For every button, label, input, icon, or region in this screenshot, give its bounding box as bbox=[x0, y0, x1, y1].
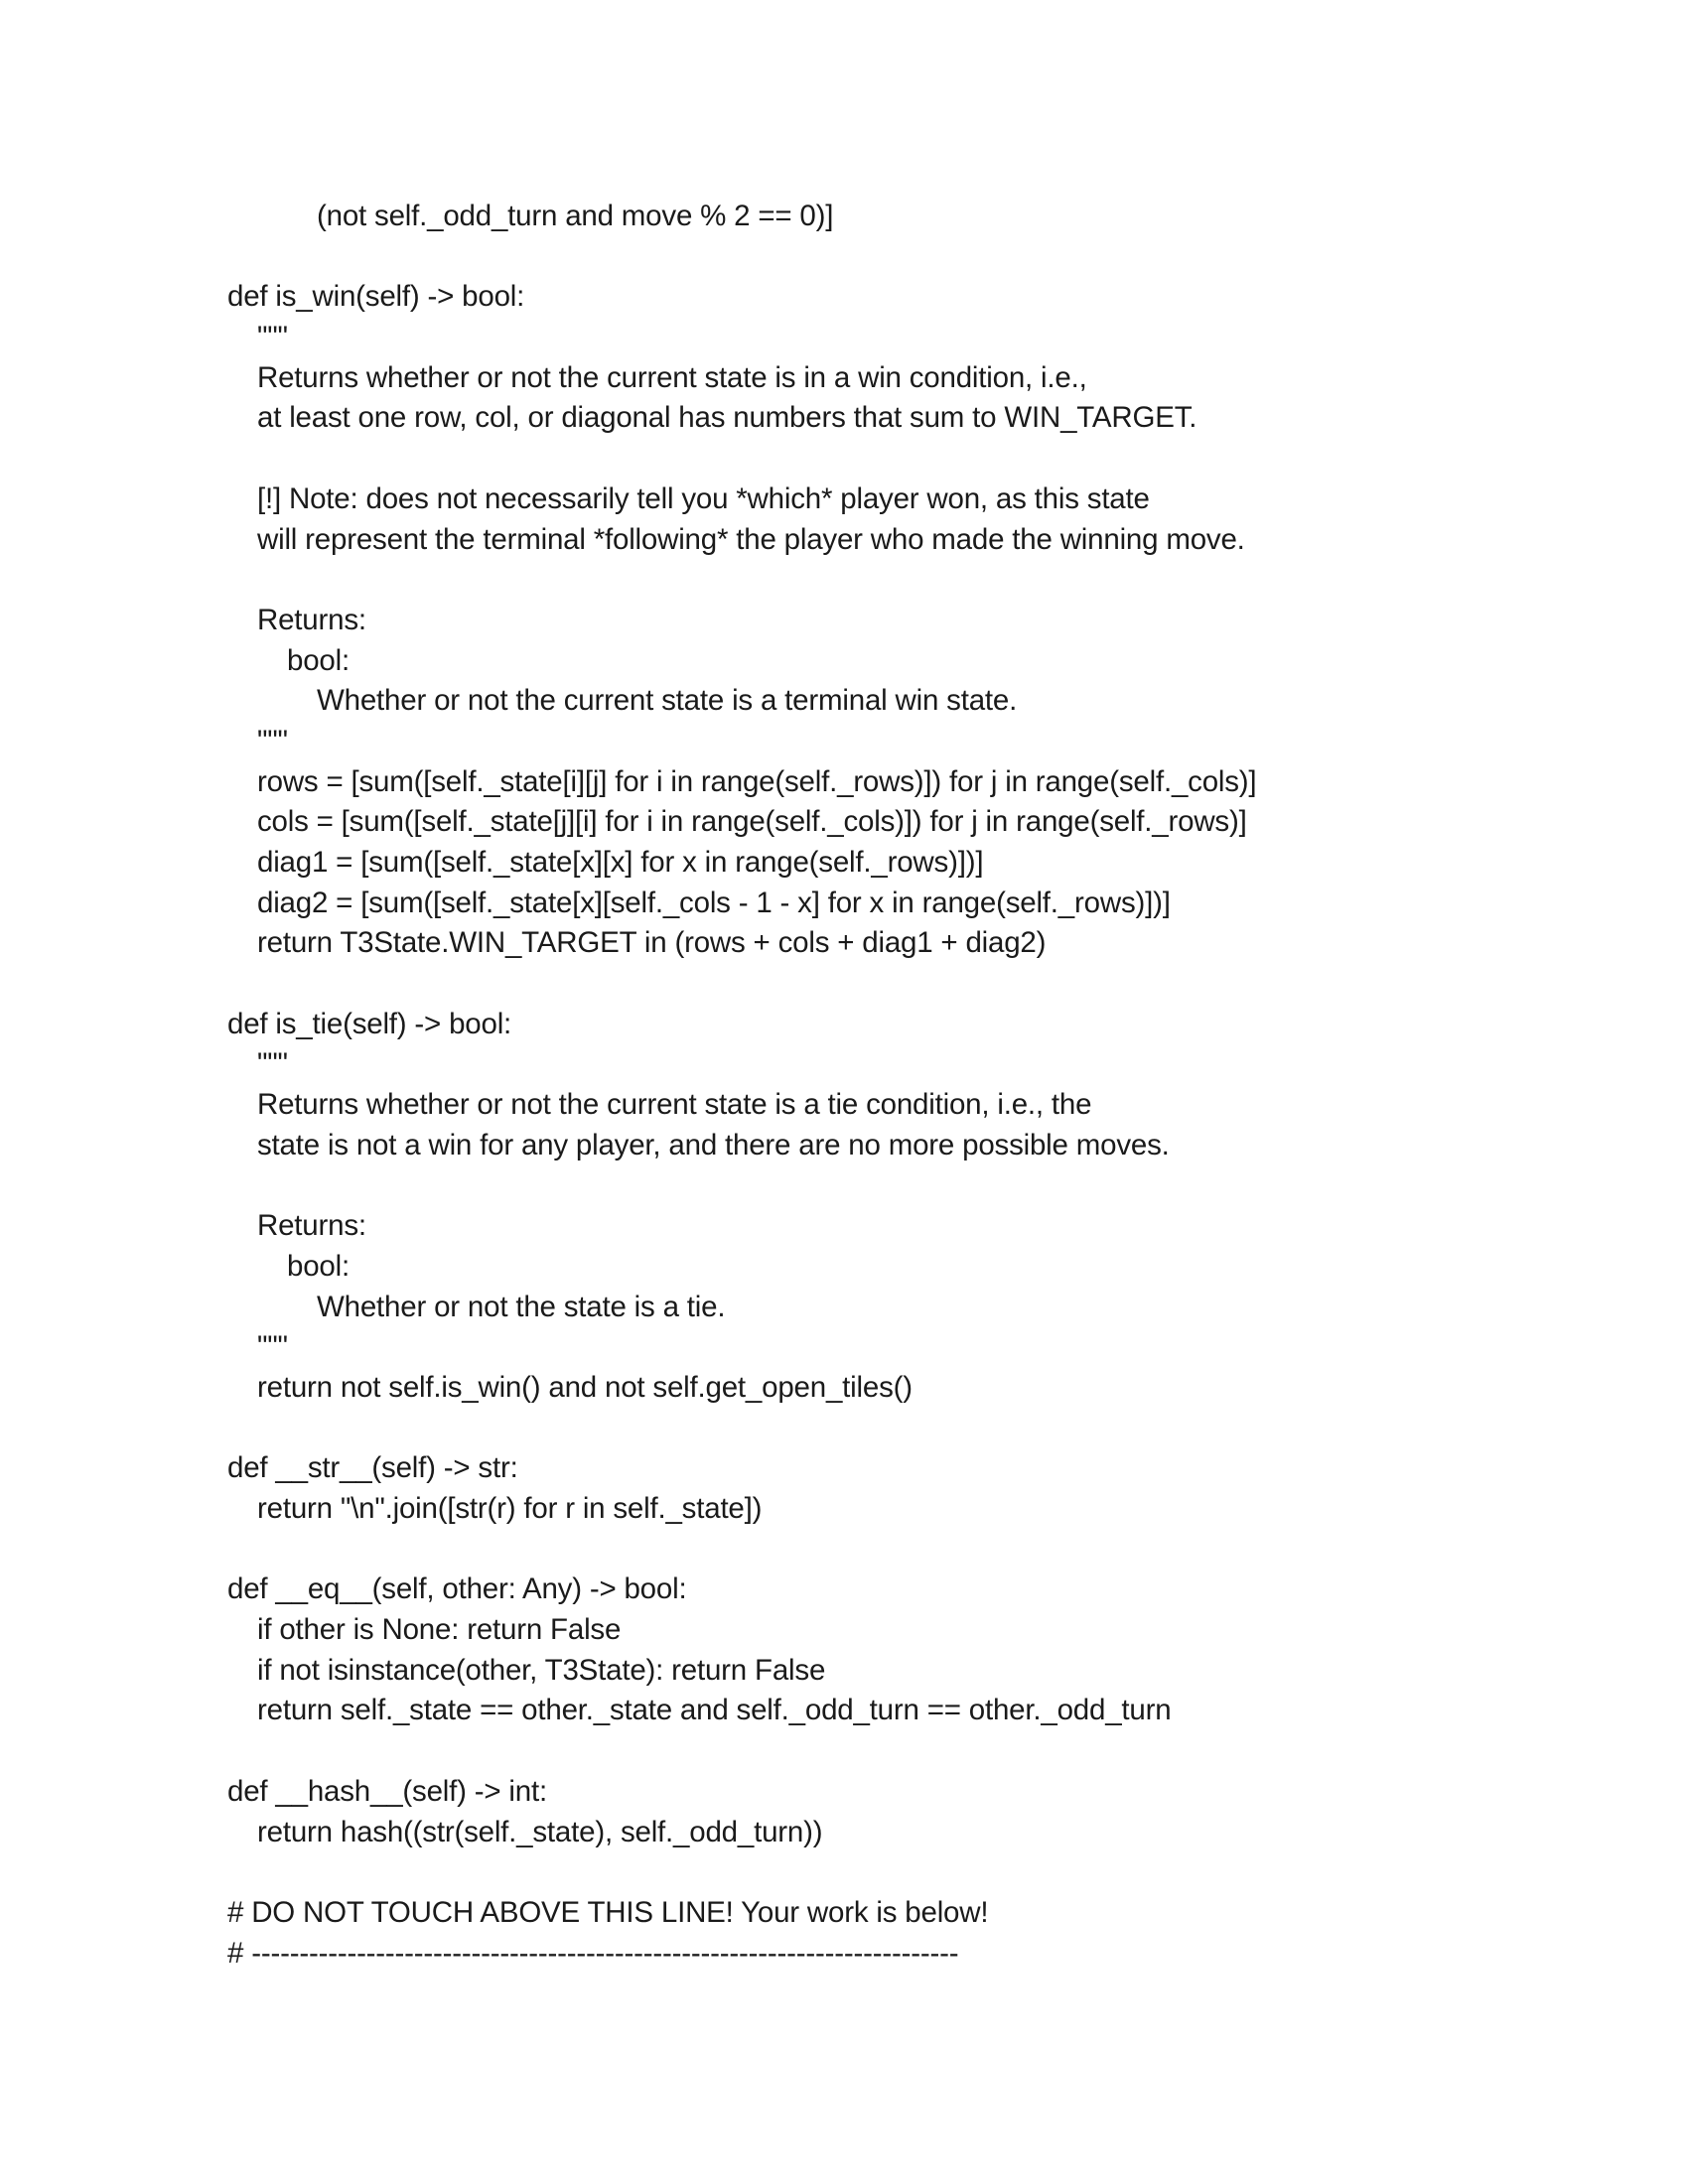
blank-line bbox=[227, 1852, 1637, 1893]
code-line: return hash((str(self._state), self._odd_turn)) bbox=[257, 1815, 823, 1848]
code-line: Whether or not the state is a tie. bbox=[317, 1290, 726, 1323]
code-line: bool: bbox=[287, 643, 350, 677]
code-line: diag2 = [sum([self._state[x][self._cols - 1 - x] for x in range(self._rows)])] bbox=[257, 886, 1171, 919]
code-line: # DO NOT TOUCH ABOVE THIS LINE! Your work is below! bbox=[227, 1895, 989, 1929]
code-line: def is_tie(self) -> bool: bbox=[227, 1007, 512, 1040]
code-line: (not self._odd_turn and move % 2 == 0)] bbox=[317, 200, 834, 232]
blank-line bbox=[227, 560, 1637, 601]
code-line: return T3State.WIN_TARGET in (rows + cols + diag1 + diag2) bbox=[257, 926, 1047, 960]
code-line: Returns whether or not the current state is in a win condition, i.e., bbox=[257, 360, 1087, 394]
code-line: Whether or not the current state is a terminal win state. bbox=[317, 684, 1018, 718]
code-line: return self._state == other._state and self._odd_turn == other._odd_turn bbox=[257, 1694, 1172, 1727]
code-line: cols = [sum([self._state[j][i] for i in range(self._cols)]) for j in range(self._rows)] bbox=[257, 805, 1247, 839]
code-line: at least one row, col, or diagonal has numbers that sum to WIN_TARGET. bbox=[257, 401, 1197, 435]
blank-line bbox=[227, 1166, 1637, 1207]
blank-line bbox=[227, 964, 1637, 1005]
code-line: if not isinstance(other, T3State): return False bbox=[257, 1653, 826, 1687]
code-line: def is_win(self) -> bool: bbox=[227, 280, 525, 314]
code-line: will represent the terminal *following* the player who made the winning move. bbox=[257, 522, 1245, 556]
code-line: def __str__(self) -> str: bbox=[227, 1451, 518, 1485]
code-line: if other is None: return False bbox=[257, 1613, 622, 1647]
code-line: """ bbox=[257, 1330, 288, 1364]
code-line: def __hash__(self) -> int: bbox=[227, 1774, 547, 1808]
code-line: """ bbox=[257, 724, 288, 757]
code-line: def __eq__(self, other: Any) -> bool: bbox=[227, 1572, 687, 1606]
code-line: rows = [sum([self._state[i][j] for i in range(self._rows)]) for j in range(self._cols)] bbox=[257, 764, 1257, 798]
code-line: bool: bbox=[287, 1249, 350, 1283]
blank-line bbox=[227, 237, 1637, 278]
blank-line bbox=[227, 439, 1637, 479]
code-line: Returns whether or not the current state is a tie condition, i.e., the bbox=[257, 1088, 1092, 1122]
blank-line bbox=[227, 1409, 1637, 1449]
code-line: return not self.is_win() and not self.get_open_tiles() bbox=[257, 1370, 913, 1404]
code-line: Returns: bbox=[257, 1209, 366, 1243]
code-line: """ bbox=[257, 1047, 288, 1081]
code-line: Returns: bbox=[257, 603, 366, 636]
code-line: return "\n".join([str(r) for r in self._state]) bbox=[257, 1492, 763, 1525]
blank-line bbox=[227, 1731, 1637, 1772]
blank-line bbox=[227, 1530, 1637, 1570]
code-line: state is not a win for any player, and there are no more possible moves. bbox=[257, 1128, 1170, 1161]
code-line: diag1 = [sum([self._state[x][x] for x in range(self._rows)])] bbox=[257, 846, 984, 879]
code-listing bbox=[227, 197, 1637, 1974]
code-line: [!] Note: does not necessarily tell you *which* player won, as this state bbox=[257, 481, 1150, 515]
code-line: """ bbox=[257, 321, 288, 354]
code-line: # -------------------------------------------------------------------------- bbox=[227, 1936, 959, 1970]
